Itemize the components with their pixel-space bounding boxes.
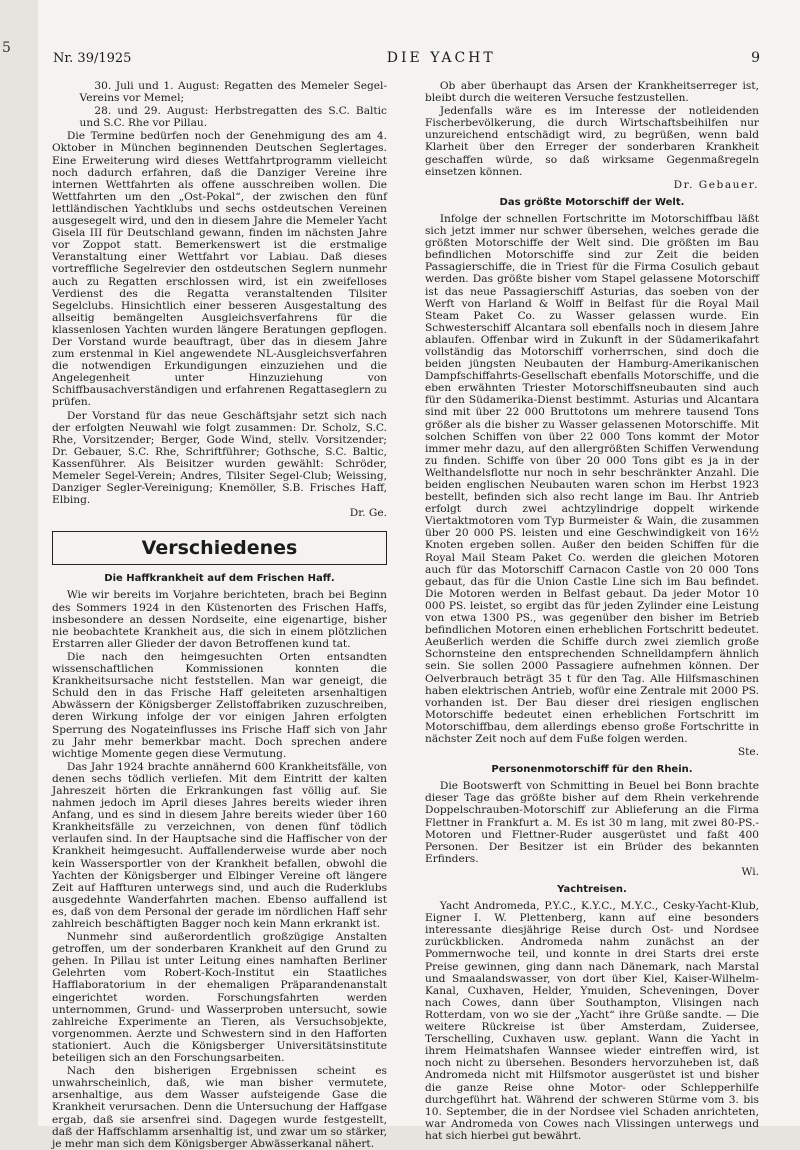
edge-page-number: 5 [2, 40, 11, 56]
paragraph: Die Bootswerft von Schmitting in Beuel bei Bonn brachte dieser Tage das größte bisher auf dem Rhein verkehrende Doppelschrauben-Motorschiff zur Ablieferung an die Firma Flettner in Frankfurt a. M. Es ist 30 m lang, mit zwei 80-PS.-Motoren und Flettner-Ruder ausgerüstet und faßt 400 Personen. Der Besitzer ist ein Brüder des bekannten Erfinders. [425, 780, 759, 865]
page-header [53, 50, 760, 72]
paragraph: Wie wir bereits im Vorjahre berichteten, brach bei Beginn des Sommers 1924 in den Küstenorten des Frischen Haffs, insbesondere an dessen Nordseite, eine eigenartige, bisher nie beobachtete Krankheit aus, die sich in einem plötzlichen Erstarren aller Glieder der davon Betroffenen kund tat. [52, 589, 387, 650]
paragraph: Nach den bisherigen Ergebnissen scheint es unwahrscheinlich, daß, wie man bisher vermutete, arsenhaltige, aus dem Wasser aufsteigende Gase die Krankheit verursachen. Denn die Untersuchung der Haffgase ergab, daß sie arsenfrei sind. Dagegen wurde festgestellt, daß der Haffschlamm arsenhaltig ist, und zwar um so stärker, je mehr man sich dem Königsberger Abwässerkanal nähert. [52, 1065, 387, 1150]
author-signature: Wi. [741, 865, 759, 878]
paragraph: Das Jahr 1924 brachte annähernd 600 Krankheitsfälle, von denen sechs tödlich verliefen. Mit dem Eintritt der kalten Jahreszeit hörten die Erkrankungen fast völlig auf. Sie nahmen jedoch im April dieses Jahres bereits wieder ihren Anfang, und es sind in diesem Jahre bereits wieder über 160 Krankheitsfälle zu verzeichnen, von denen fünf tödlich verlaufen sind. In der Hauptsache sind die Haffischer von der Krankheit heimgesucht. Auffallenderweise wurde aber noch kein Wassersportler von der Krankheit befallen, obwohl die Yachten der Königsberger und Elbinger Vereine oft längere Zeit auf Haffturen unterwegs sind, und auch die Ruderklubs ausgedehnte Wanderfahrten machen. Ebenso auffallend ist es, daß von dem Personal der gerade im nördlichen Haff sehr zahlreich beschäftigten Bagger noch kein Mann erkrankt ist. [52, 760, 387, 930]
author-signature: Ste. [737, 746, 759, 759]
paragraph: Nunmehr sind außerordentlich großzügige Anstalten getroffen, um der sonderbaren Krankheit auf den Grund zu gehen. In Pillau ist unter Leitung eines namhaften Berliner Gelehrten vom Robert-Koch-Institut ein Staatliches Hafflaboratorium in der ehemaligen Präparandenanstalt eingerichtet worden. Forschungsfahrten werden unternommen, Grund- und Wasserproben untersucht, sowie zahlreiche Experimente an Tieren, als Versuchsobjekte, vorgenommen. Aerzte und Schwestern sind in den Hafforten stationiert. Auch die Königsberger Universitätsinstitute beteiligen sich an den Forschungsarbeiten. [52, 931, 387, 1065]
article-heading: Die Haffkrankheit auf dem Frischen Haff. [104, 573, 335, 585]
section-title: Verschiedenes [141, 537, 298, 560]
journal-title: DIE YACHT [386, 50, 496, 66]
paragraph: Infolge der schnellen Fortschritte im Motorschiffbau läßt sich jetzt immer nur schwer übersehen, welches gerade die größten Motorschiffe der Welt sind. Die größten im Bau befindlichen Motorschiffe sind zur Zeit die beiden Passagierschiffe, die in Triest für die Firma Cosulich gebaut werden. Das größte bisher vom Stapel gelassene Motorschiff ist das neue Passagierschiff Asturias, das soeben von der Werft von Harland & Wolff in Belfast für die Royal Mail Steam Paket Co. zu Wasser gelassen wurde. Ein Schwesterschiff Alcantara soll ebenfalls noch in diesem Jahre ablaufen. Offenbar wird in Zukunft in der Südamerikafahrt vollständig das Motorschiff vorherrschen, sind doch die beiden jüngsten Neubauten der Hamburg-Amerikanischen Dampfschiffahrts-Gesellschaft ebenfalls Motorschiffe, und die eben erwähnten Triester Motorschiffsneubauten sind auch für den Südamerika-Dienst bestimmt. Asturias und Alcantara sind mit über 22 000 Bruttotons um mehrere tausend Tons größer als die bisher zu Wasser gelassenen Motorschiffe. Mit solchen Schiffen von über 22 000 Tons kommt der Motor immer mehr dazu, auf den allergrößten Schiffen Verwendung zu finden. Schiffe von über 20 000 Tons gibt es ja in der Welthandelsflotte nur noch in sehr beschränkter Anzahl. Die beiden englischen Neubauten waren schon im Herbst 1923 bestellt, befinden sich also recht lange im Bau. Ihr Antrieb erfolgt durch zwei achtzylindrige doppelt wirkende Viertaktmotoren vom Typ Burmeister & Wain, die zusammen über 20 000 PS. leisten und eine Geschwindigkeit von 16½ Knoten ergeben sollen. Außer den beiden Schiffen für die Royal Mail Steam Paket Co. werden die gleichen Motoren auch für das Motorschiff Carnacon Castle von 20 000 Tons gebaut, das für die Union Castle Line sich im Bau befindet. Die Motoren werden in Belfast gebaut. Da jeder Motor 10 000 PS. leistet, so ergibt das für jeden Zylinder eine Leistung von etwa 1300 PS., was gegenüber den bisher im Betrieb befindlichen Motoren einen erheblichen Fortschritt bedeutet. Aeußerlich werden die Schiffe durch zwei ziemlich große Schornsteine den entsprechenden Schnelldampfern ähnlich sein. Sie sollen 2000 Passagiere aufnehmen können. Der Oelverbrauch beträgt 35 t für den Tag. Alle Hilfsmaschinen haben elektrischen Antrieb, wofür eine Zentrale mit 2000 PS. vorhanden ist. Der Bau dieser drei riesigen englischen Motorschiffe bedeutet einen erheblichen Fortschritt im Motorschiffbau, dem allerdings ebenso große Fortschritte in nächster Zeit noch auf dem Fuße folgen werden. [425, 212, 759, 745]
section-heading-box [52, 531, 387, 565]
paragraph: Die nach den heimgesuchten Orten entsandten wissenschaftlichen Kommissionen konnten die Krankheitsursache nicht feststellen. Man war geneigt, die Schuld den in das Frische Haff geleiteten arsenhaltigen Abwässern der Königsberger Zellstoffabriken zuzuschreiben, deren Wirkung infolge der vor einigen Jahren erfolgten Sperrung des Nogateinflusses ins Frische Haff sich von Jahr zu Jahr mehr bemerkbar macht. Doch sprechen andere wichtige Momente gegen diese Vermutung. [52, 650, 387, 760]
page-number: 9 [751, 50, 760, 66]
article-heading: Yachtreisen. [557, 884, 627, 895]
left-column [52, 80, 387, 1150]
issue-number: Nr. 39/1925 [53, 51, 132, 66]
paragraph: Yacht Andromeda, P.Y.C., K.Y.C., M.Y.C., Cesky-Yacht-Klub, Eigner I. W. Plettenberg, kann auf eine besonders interessante diesjährige Reise durch Ost- und Nordsee zurückblicken. Andromeda nahm zunächst an der Pommernwoche teil, und konnte in drei Starts drei erste Preise gewinnen, ging dann nach Dänemark, nach Marstal und Smaalandswasser, von dort über Kiel, Kaiser-Wilhelm-Kanal, Cuxhaven, Helder, Ymuiden, Scheveningen, Dover nach Cowes, dann über Southampton, Vlisingen nach Rotterdam, von wo sie der „Yacht“ ihre Grüße sandte. — Die weitere Rückreise ist über Amsterdam, Zuidersee, Terschelling, Cuxhaven usw. geplant. Wann die Yacht in ihrem Heimatshafen Wannsee wieder eintreffen wird, ist noch nicht zu übersehen. Besonders hervorzuheben ist, daß Andromeda nicht mit Hilfsmotor ausgerüstet ist und bisher die ganze Reise ohne Motor- oder Schlepperhilfe durchgeführt hat. Während der schweren Stürme vom 3. bis 10. September, die in der Nordsee viel Schaden anrichteten, war Andromeda von Cowes nach Vlissingen unterwegs und hat sich hierbei gut bewährt. [425, 900, 759, 1142]
paragraph: Jedenfalls wäre es im Interesse der notleidenden Fischerbevölkerung, die durch Wirtschaftsbeihilfen nur unzureichend entschädigt wird, zu begrüßen, wenn bald Klarheit über den Erreger der sonderbaren Krankheit geschaffen würde, so daß wirksame Gegenmaßregeln einsetzen können. [425, 105, 759, 178]
author-signature: Dr. Gebauer. [673, 178, 759, 191]
author-signature: Dr. Ge. [349, 507, 387, 520]
article-heading: Personenmotorschiff für den Rhein. [491, 764, 693, 776]
paragraph: Die Termine bedürfen noch der Genehmigung des am 4. Oktober in München beginnenden Deutschen Seglertages. Eine Erweiterung wird dieses Wettfahrtprogramm vielleicht noch dadurch erfahren, daß die Danziger Vereine ihre internen Wettfahrten als offene ausschreiben wollen. Die Wettfahrten um den „Ost-Pokal“, der zwischen den fünf lettländischen Yachtklubs und sechs ostdeutschen Vereinen ausgesegelt wird, und den in diesem Jahre die Memeler Yacht Gisela III für Deutschland gewann, finden im nächsten Jahre vor Zoppot statt. Bemerkenswert ist die erstmalige Veranstaltung einer Wettfahrt vor Labiau. Daß dieses vortreffliche Segelrevier den ostdeutschen Seglern nunmehr auch zu Regatten erschlossen wird, ist ein zweifelloses Verdienst des die Regatta veranstaltenden Tilsiter Segelclubs. Hinsichtlich einer besseren Ausgestaltung des allseitig bemängelten Ausgleichsverfahrens für die klassenlosen Yachten wurden längere Beratungen gepflogen. Der Vorstand wurde beauftragt, über das in diesem Jahre zum erstenmal in Kiel angewendete NL-Ausgleichsverfahren die notwendigen Erkundigungen einzuziehen und die Angelegenheit unter Hinzuziehung von Schiffbausachverständigen und erfahrenen Regattaseglern zu prüfen. [52, 130, 387, 409]
schedule-entry: 30. Juli und 1. August: Regatten des Memeler Segel-Vereins vor Memel; [79, 80, 387, 105]
right-column [425, 80, 759, 1142]
paragraph: Der Vorstand für das neue Geschäftsjahr setzt sich nach der erfolgten Neuwahl wie folgt zusammen: Dr. Scholz, S.C. Rhe, Vorsitzender; Berger, Gode Wind, stellv. Vorsitzender; Dr. Gebauer, S.C. Rhe, Schriftführer; Gothsche, S.C. Baltic, Kassenführer. Als Beisitzer wurden gewählt: Schröder, Memeler Segel-Verein; Andres, Tilsiter Segel-Club; Weissing, Danziger Segler-Vereinigung; Knemöller, S.B. Frisches Haff, Elbing. [52, 409, 387, 507]
schedule-entry: 28. und 29. August: Herbstregatten des S.C. Baltic und S.C. Rhe vor Pillau. [79, 105, 387, 130]
paragraph: Ob aber überhaupt das Arsen der Krankheitserreger ist, bleibt durch die weiteren Versuche festzustellen. [425, 80, 759, 105]
article-heading: Das größte Motorschiff der Welt. [499, 196, 685, 208]
